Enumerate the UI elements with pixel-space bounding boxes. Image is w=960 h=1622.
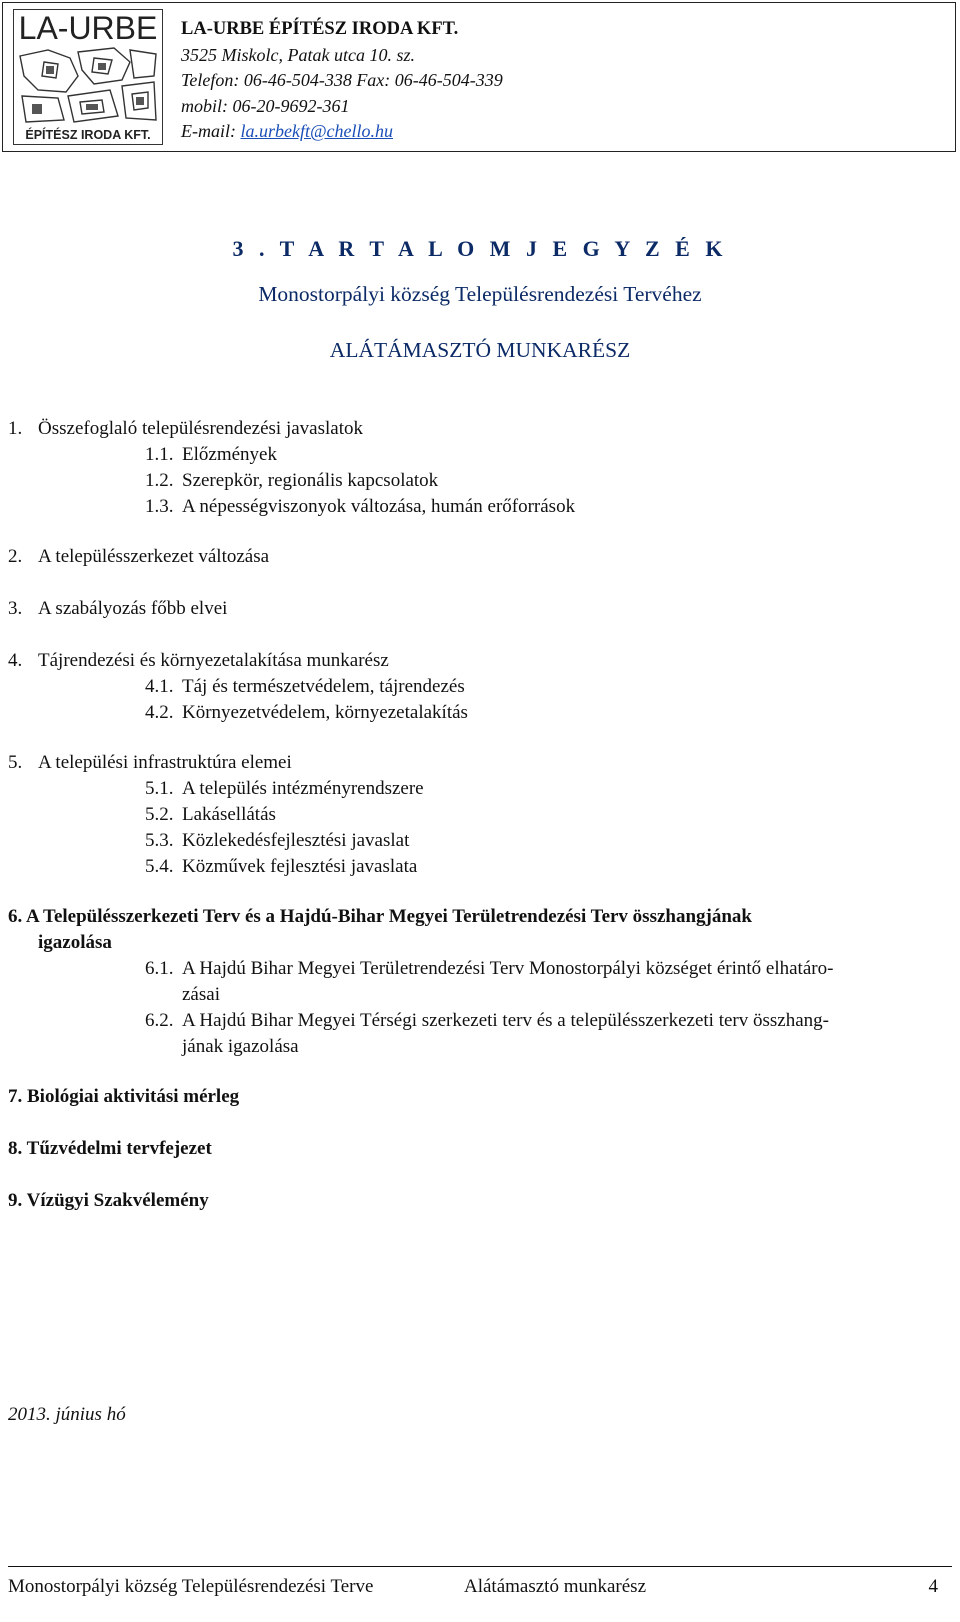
toc-label: Környezetvédelem, környezetalakítás <box>182 702 468 723</box>
toc-num: 5.4. <box>145 856 174 877</box>
toc-label: Tájrendezési és környezetalakítása munkarész <box>38 650 389 671</box>
company-info <box>181 17 503 145</box>
toc-item-5-2 <box>145 802 276 828</box>
toc-num: 5. <box>8 752 23 773</box>
logo-map-graphic <box>18 46 158 124</box>
toc-num: 5.1. <box>145 778 174 799</box>
toc-num: 1.2. <box>145 470 174 491</box>
toc-num: 1.1. <box>145 444 174 465</box>
toc-item-2 <box>8 544 269 570</box>
toc-label: 8. Tűzvédelmi tervfejezet <box>8 1138 212 1159</box>
toc-label: 9. Vízügyi Szakvélemény <box>8 1190 209 1211</box>
document-title: 3 . T A R T A L O M J E G Y Z É K <box>232 236 728 261</box>
toc-label: Lakásellátás <box>182 804 276 825</box>
footer-divider <box>8 1566 952 1567</box>
toc-label: 6. A Településszerkezeti Terv és a Hajdú-Bihar Megyei Területrendezési Terv összhangjának <box>8 906 752 927</box>
toc-item-5 <box>8 750 292 776</box>
toc-label: A szabályozás főbb elvei <box>38 598 228 619</box>
footer-document-name: Monostorpályi község Településrendezési Terve <box>8 1576 374 1597</box>
toc-num: 5.3. <box>145 830 174 851</box>
toc-label: Közlekedésfejlesztési javaslat <box>182 830 410 851</box>
toc-label: Szerepkör, regionális kapcsolatok <box>182 470 439 491</box>
toc-item-7 <box>8 1084 239 1110</box>
logo-subtitle: ÉPÍTÉSZ IRODA KFT. <box>25 128 151 142</box>
toc-num: 1.3. <box>145 496 174 517</box>
toc-item-8 <box>8 1136 212 1162</box>
toc-item-5-4 <box>145 854 417 880</box>
email-label: E-mail: <box>181 121 241 141</box>
toc-label: A népességviszonyok változása, humán erőforrások <box>182 496 576 517</box>
toc-label-cont: igazolása <box>38 932 112 953</box>
toc-item-1-1 <box>145 442 277 468</box>
email-link[interactable]: la.urbekft@chello.hu <box>240 121 394 141</box>
company-mobile: mobil: 06-20-9692-361 <box>181 95 350 116</box>
toc-num: 4.1. <box>145 676 174 697</box>
toc-item-1-2 <box>145 468 438 494</box>
toc-item-6-cont <box>38 930 112 956</box>
toc-label: A Hajdú Bihar Megyei Térségi szerkezeti terv és a településszerkezeti terv összhang- <box>182 1010 829 1031</box>
toc-num: 6.2. <box>145 1010 174 1031</box>
toc-label: Közművek fejlesztési javaslata <box>182 856 418 877</box>
letterhead <box>2 2 956 152</box>
page-number: 4 <box>928 1576 938 1597</box>
toc-num: 4.2. <box>145 702 174 723</box>
toc-label: Előzmények <box>182 444 277 465</box>
toc-num: 1. <box>8 418 23 439</box>
logo-title: LA-URBE <box>18 10 158 46</box>
toc-label: 7. Biológiai aktivitási mérleg <box>8 1086 240 1107</box>
toc-item-6-2 <box>145 1008 829 1034</box>
toc-item-6-1-cont <box>182 982 220 1008</box>
company-name: LA-URBE ÉPÍTÉSZ IRODA KFT. <box>181 19 459 39</box>
toc-item-9 <box>8 1188 209 1214</box>
toc-label: A település intézményrendszere <box>182 778 424 799</box>
document-date: 2013. június hó <box>8 1404 126 1425</box>
toc-num: 5.2. <box>145 804 174 825</box>
toc-item-3 <box>8 596 227 622</box>
toc-label-cont: zásai <box>182 984 220 1005</box>
toc-item-4 <box>8 648 389 674</box>
toc-item-1-3 <box>145 494 575 520</box>
document-subtitle: Monostorpályi község Településrendezési Tervéhez <box>258 282 702 306</box>
toc-label: Összefoglaló településrendezési javaslatok <box>38 418 363 439</box>
toc-item-6 <box>8 904 752 930</box>
document-part: ALÁTÁMASZTÓ MUNKARÉSZ <box>329 338 631 362</box>
toc-item-6-1 <box>145 956 833 982</box>
company-email-line <box>181 119 503 145</box>
toc-item-1 <box>8 416 363 442</box>
toc-label-cont: jának igazolása <box>182 1036 299 1057</box>
company-phone: Telefon: 06-46-504-338 Fax: 06-46-504-339 <box>181 70 503 90</box>
toc-label: A Hajdú Bihar Megyei Területrendezési Terv Monostorpályi községet érintő elhatáro- <box>182 958 834 979</box>
toc-label: Táj és természetvédelem, tájrendezés <box>182 676 465 697</box>
toc-num: 6.1. <box>145 958 174 979</box>
toc-num: 2. <box>8 546 23 567</box>
toc-item-5-1 <box>145 776 424 802</box>
footer-section-name: Alátámasztó munkarész <box>464 1576 647 1597</box>
toc-item-5-3 <box>145 828 409 854</box>
company-logo <box>13 9 163 145</box>
toc-item-6-2-cont <box>182 1034 299 1060</box>
toc-item-4-1 <box>145 674 465 700</box>
toc-num: 4. <box>8 650 23 671</box>
toc-num: 3. <box>8 598 23 619</box>
company-address: 3525 Miskolc, Patak utca 10. sz. <box>181 44 415 65</box>
toc-label: A településszerkezet változása <box>38 546 270 567</box>
toc-item-4-2 <box>145 700 468 726</box>
toc-label: A települési infrastruktúra elemei <box>38 752 292 773</box>
